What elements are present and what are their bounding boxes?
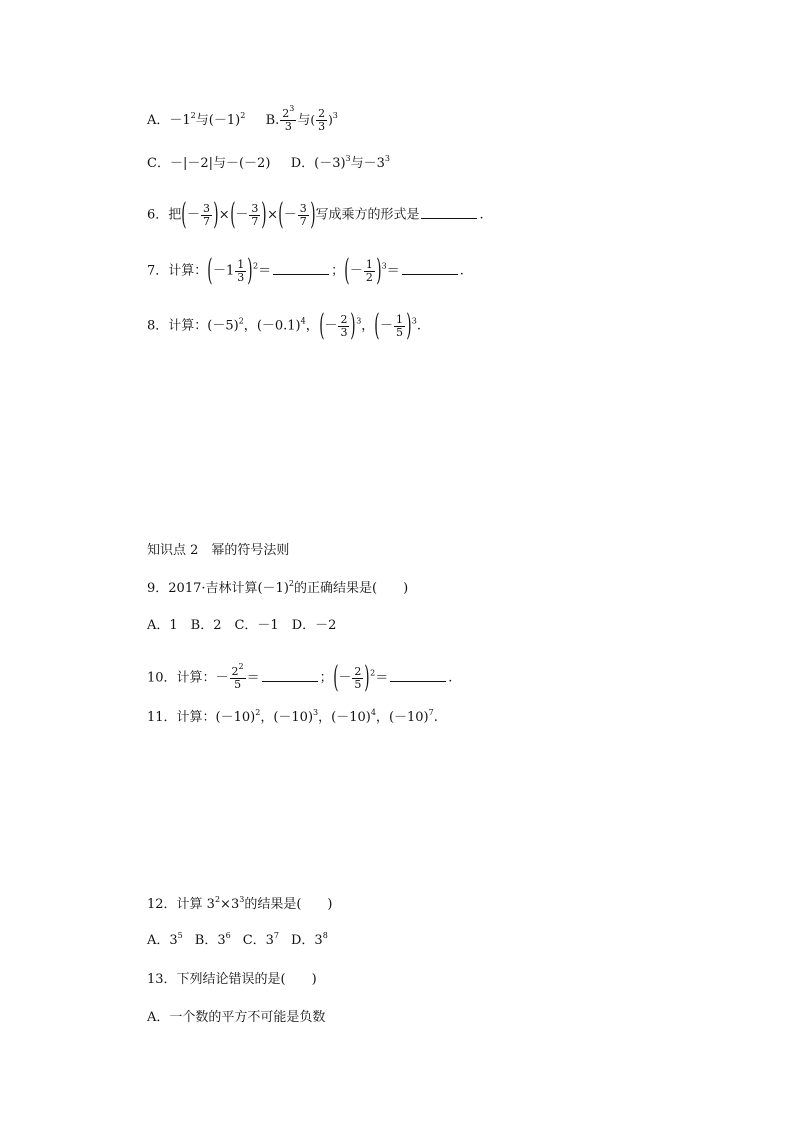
sign: －: [338, 670, 352, 686]
numerator: 1: [237, 257, 245, 271]
exponent: 3: [384, 154, 391, 163]
sign: －: [349, 263, 363, 279]
numerator: 2: [231, 664, 239, 678]
question-number: 7．计算：: [147, 263, 208, 279]
exponent: 3: [239, 895, 245, 904]
period: .: [479, 207, 484, 223]
fraction: [235, 259, 246, 284]
numerator: 3: [251, 201, 259, 215]
option: A．3: [147, 933, 178, 948]
numerator: 3: [299, 201, 307, 215]
option: D．3: [291, 933, 323, 948]
numerator: 3: [203, 201, 211, 215]
comma: ，: [318, 710, 332, 725]
period: .: [459, 263, 464, 279]
equals-sign: ＝: [258, 263, 272, 279]
numerator: 2: [354, 664, 362, 678]
option-label: B.: [265, 113, 280, 128]
expr: (－3): [314, 156, 346, 171]
fraction: [298, 203, 309, 228]
denominator: 7: [203, 214, 211, 228]
option-label: A．: [147, 113, 170, 128]
exponent: 2: [288, 579, 294, 588]
period: .: [416, 318, 421, 334]
expr: (－10): [215, 710, 256, 725]
answer-blank[interactable]: [262, 669, 318, 682]
question-text: 的结果是( ): [244, 897, 333, 912]
exponent: 7: [273, 931, 279, 940]
fraction: [201, 203, 212, 228]
expr: (－10): [331, 710, 371, 725]
expr: (－5): [207, 318, 239, 334]
exponent: 3: [411, 316, 417, 326]
fraction: [394, 314, 405, 339]
exponent: 3: [356, 316, 362, 326]
fraction: [316, 108, 327, 133]
question-9-options: A．1 B．2 C．－1 D．－2: [147, 618, 337, 633]
section-heading: 知识点 2 幂的符号法则: [147, 543, 290, 558]
equals-sign: ＝: [386, 263, 400, 279]
denominator: 3: [340, 325, 348, 339]
answer-blank[interactable]: [273, 262, 329, 275]
question-6: 6．把(－ $\frac{3}{7}$ )×(－ $\frac{3}{7}$ )×(－ $\frac{3}{7}$ )写成乘方的形式是 .: [147, 197, 484, 232]
denominator: 7: [251, 214, 259, 228]
exponent: 3: [332, 111, 338, 120]
denominator: 5: [234, 677, 242, 691]
expr: －1: [169, 113, 191, 128]
exponent: 2: [370, 668, 376, 678]
option: C．3: [242, 933, 274, 948]
separator: ；: [319, 670, 333, 686]
expr: (－10): [273, 710, 314, 725]
expr: (－10): [388, 710, 429, 725]
exponent: 3: [381, 261, 387, 271]
exponent: 2: [240, 111, 246, 120]
equals-sign: ＝: [246, 670, 260, 686]
answer-blank[interactable]: [390, 669, 446, 682]
denominator: 3: [318, 120, 326, 133]
mixed-number-whole: －1: [213, 263, 235, 279]
question-text: 写成乘方的形式是: [315, 207, 420, 223]
exponent: 4: [300, 316, 306, 326]
denominator: 3: [284, 120, 292, 133]
comma: ，: [375, 710, 389, 725]
question-11: [147, 709, 438, 727]
exponent: 6: [225, 931, 231, 940]
sign: －: [187, 207, 201, 223]
times-sign: ×: [218, 207, 230, 223]
period: .: [433, 710, 438, 725]
fraction: [280, 104, 296, 133]
sign: －: [324, 318, 338, 334]
numerator: 2: [340, 312, 348, 326]
expr: (－0.1): [256, 318, 301, 334]
denominator: 7: [299, 214, 307, 228]
fraction: [249, 203, 260, 228]
exponent: 2: [190, 111, 196, 120]
numerator: 2: [282, 107, 290, 120]
sign: －: [283, 207, 297, 223]
answer-blank[interactable]: [402, 262, 458, 275]
exponent: 2: [238, 316, 244, 326]
denominator: 5: [396, 325, 404, 339]
question-number: 11．计算：: [147, 710, 216, 725]
connector: 与－3: [350, 156, 385, 171]
period: .: [448, 670, 453, 686]
sign: －: [380, 318, 394, 334]
question-text: ×3: [220, 897, 240, 912]
question-13-option-a: A．一个数的平方不可能是负数: [147, 1010, 326, 1025]
question-number: 10．计算：－: [147, 670, 229, 686]
exponent: 3: [345, 154, 351, 163]
question-13: 13．下列结论错误的是( ): [147, 972, 317, 987]
question-number: 6．把: [147, 207, 182, 223]
exponent: 8: [322, 931, 328, 940]
exponent: 2: [255, 708, 261, 717]
denominator: 2: [365, 270, 373, 284]
exponent: 3: [289, 104, 295, 113]
comma: ，: [243, 318, 257, 334]
q5-options-ab: A．$-1^2$与$(-1)^2$ B. $\frac{2^3}{3}$ 与( $\frac{2}{3}$ )$^3$: [147, 104, 338, 133]
connector: 与: [297, 113, 311, 128]
connector: 与: [195, 113, 209, 128]
option-label: C．: [147, 156, 170, 171]
question-12-options: [147, 932, 328, 950]
numerator: 1: [365, 257, 373, 271]
question-10: 10．计算：－ $\frac{2^2}{5}$ ＝ ；(－ $\frac{2}{5}$ )$^2$＝ .: [147, 660, 453, 695]
denominator: 3: [237, 270, 245, 284]
expr: (－1): [208, 113, 241, 128]
numerator: 2: [318, 107, 326, 120]
exponent: 7: [428, 708, 434, 717]
exponent: 4: [370, 708, 376, 717]
option-label: D．: [290, 156, 315, 171]
question-9: [147, 580, 408, 598]
question-12: [147, 896, 332, 914]
times-sign: ×: [267, 207, 278, 223]
answer-blank[interactable]: [421, 206, 477, 219]
exponent: 2: [214, 895, 221, 904]
q5-options-cd: [147, 155, 390, 173]
exponent: 5: [177, 931, 183, 940]
exponent: 2: [238, 661, 244, 671]
separator: ；: [331, 263, 345, 279]
exponent: 2: [253, 261, 259, 271]
comma: ，: [260, 710, 274, 725]
question-text: 的正确结果是( ): [294, 581, 409, 596]
fraction: [338, 314, 349, 339]
question-text: 9．2017·吉林计算(－1): [147, 581, 289, 596]
question-text: 12．计算 3: [147, 897, 215, 912]
question-number: 8．计算：: [147, 318, 208, 334]
option: B．3: [194, 933, 226, 948]
numerator: 1: [396, 312, 404, 326]
fraction: [352, 666, 363, 691]
denominator: 5: [354, 677, 362, 691]
comma: ，: [305, 318, 319, 334]
comma: ，: [361, 318, 375, 334]
fraction: [364, 259, 375, 284]
fraction: [230, 661, 246, 691]
exponent: 3: [313, 708, 319, 717]
sign: －: [235, 207, 249, 223]
expr: －|－2|与－(－2): [169, 156, 271, 171]
equals-sign: ＝: [375, 670, 389, 686]
question-7: 7．计算：(－1 $\frac{1}{3}$ )$^2$＝ ；(－ $\frac{1}{2}$ )$^3$＝ .: [147, 253, 464, 288]
question-8: 8．计算：$(-5)^2$，$(-0.1)^4$，(－ $\frac{2}{3}$ )$^3$，(－ $\frac{1}{5}$ )$^3$.: [147, 308, 421, 343]
